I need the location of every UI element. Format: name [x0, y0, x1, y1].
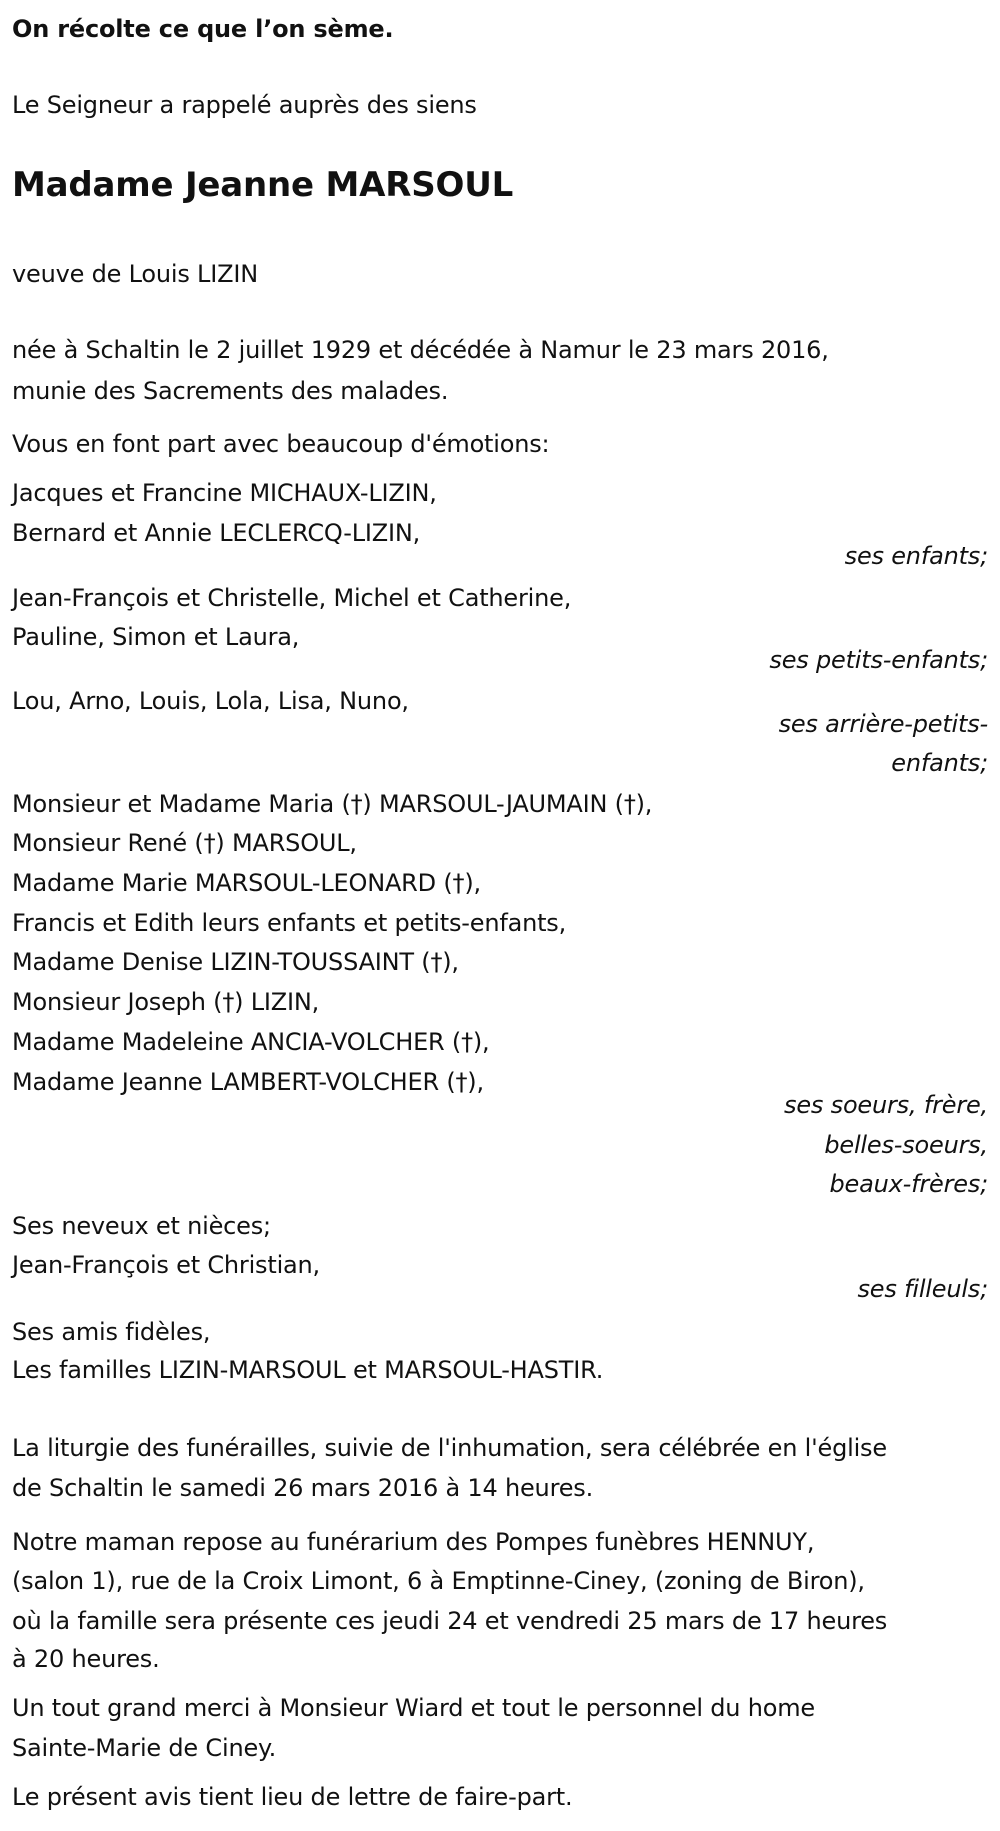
- motto: On récolte ce que l’on sème.: [12, 15, 394, 43]
- siblings-line: Madame Madeleine ANCIA-VOLCHER (†),: [12, 1028, 490, 1056]
- godchildren-role: ses filleuls;: [857, 1275, 988, 1303]
- grandchildren-role: ses petits-enfants;: [769, 646, 988, 674]
- children-line: Bernard et Annie LECLERCQ-LIZIN,: [12, 519, 421, 547]
- birth-death-line: née à Schaltin le 2 juillet 1929 et décédée à Namur le 23 mars 2016,: [12, 336, 829, 364]
- visitation-line: où la famille sera présente ces jeudi 24 et vendredi 25 mars de 17 heures: [12, 1607, 888, 1635]
- thanks-line: Un tout grand merci à Monsieur Wiard et tout le personnel du home: [12, 1694, 815, 1722]
- deceased-name: Madame Jeanne MARSOUL: [12, 165, 514, 205]
- siblings-line: Madame Marie MARSOUL-LEONARD (†),: [12, 869, 481, 897]
- siblings-role: ses soeurs, frère,: [784, 1091, 988, 1119]
- great-grandchildren-role: enfants;: [891, 749, 988, 777]
- visitation-line: à 20 heures.: [12, 1645, 160, 1673]
- intro: Le Seigneur a rappelé auprès des siens: [12, 91, 477, 119]
- siblings-role: beaux-frères;: [829, 1170, 988, 1198]
- siblings-line: Monsieur et Madame Maria (†) MARSOUL-JAUMAIN (†),: [12, 790, 653, 818]
- siblings-line: Madame Jeanne LAMBERT-VOLCHER (†),: [12, 1068, 484, 1096]
- great-grandchildren-line: Lou, Arno, Louis, Lola, Lisa, Nuno,: [12, 687, 409, 715]
- siblings-line: Monsieur René (†) MARSOUL,: [12, 829, 357, 857]
- funeral-line: La liturgie des funérailles, suivie de l'inhumation, sera célébrée en l'église: [12, 1434, 887, 1462]
- siblings-line: Madame Denise LIZIN-TOUSSAINT (†),: [12, 948, 459, 976]
- godchildren-line: Jean-François et Christian,: [12, 1251, 320, 1279]
- friends-line: Ses amis fidèles,: [12, 1318, 211, 1346]
- children-line: Jacques et Francine MICHAUX-LIZIN,: [12, 479, 437, 507]
- visitation-line: Notre maman repose au funérarium des Pompes funèbres HENNUY,: [12, 1528, 815, 1556]
- siblings-line: Francis et Edith leurs enfants et petits-enfants,: [12, 909, 567, 937]
- siblings-line: Monsieur Joseph (†) LIZIN,: [12, 988, 320, 1016]
- grandchildren-line: Pauline, Simon et Laura,: [12, 623, 300, 651]
- funeral-line: de Schaltin le samedi 26 mars 2016 à 14 heures.: [12, 1474, 594, 1502]
- friends-line: Les familles LIZIN-MARSOUL et MARSOUL-HASTIR.: [12, 1356, 604, 1384]
- closing-line: Le présent avis tient lieu de lettre de faire-part.: [12, 1783, 573, 1811]
- children-role: ses enfants;: [844, 542, 988, 570]
- visitation-line: (salon 1), rue de la Croix Limont, 6 à Emptinne-Ciney, (zoning de Biron),: [12, 1567, 865, 1595]
- thanks-line: Sainte-Marie de Ciney.: [12, 1734, 277, 1762]
- grandchildren-line: Jean-François et Christelle, Michel et Catherine,: [12, 584, 572, 612]
- birth-death-line: munie des Sacrements des malades.: [12, 377, 449, 405]
- godchildren-line: Ses neveux et nièces;: [12, 1212, 271, 1240]
- widow-of: veuve de Louis LIZIN: [12, 260, 258, 288]
- siblings-role: belles-soeurs,: [824, 1131, 988, 1159]
- great-grandchildren-role: ses arrière-petits-: [778, 710, 988, 738]
- announcement: Vous en font part avec beaucoup d'émotions:: [12, 430, 550, 458]
